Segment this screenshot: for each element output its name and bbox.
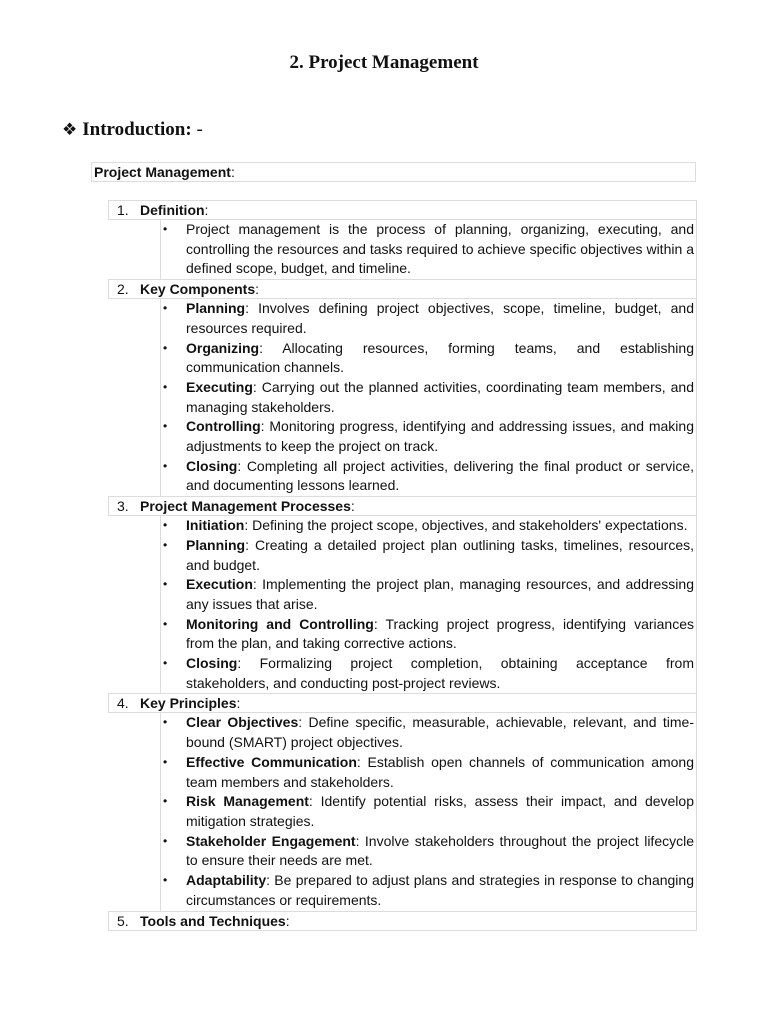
diamond-bullet-icon: ❖ (62, 120, 78, 139)
item-separator: : (373, 615, 378, 632)
item-term: Executing (186, 378, 253, 395)
intro-heading (62, 119, 203, 141)
item-text: Involves defining project objectives, scope, timeline, budget, and resources required. (186, 300, 694, 336)
section-title-suffix: : (350, 498, 355, 515)
bullet-dot-icon: • (163, 616, 168, 631)
bullet-dot-icon: • (163, 656, 168, 671)
item-text: Completing all project activities, delivering the final product or service, and documenting lessons learned. (186, 457, 694, 494)
item-text: Be prepared to adjust plans and strategies in response to changing circumstances or requirements. (186, 872, 694, 908)
item-term: Clear Objectives (186, 714, 299, 731)
bullet-dot-icon: • (163, 419, 168, 434)
item-term: Execution (186, 576, 253, 593)
bullet-dot-icon: • (163, 379, 168, 394)
intro-label: Introduction: (82, 119, 192, 140)
section-number: 5. (117, 912, 129, 929)
bullet-dot-icon: • (163, 340, 168, 355)
bullet-item (161, 792, 696, 831)
pm-heading-label: Project Management (94, 164, 231, 180)
item-term: Planning (186, 300, 246, 317)
page-title: 2. Project Management (289, 52, 479, 73)
bullet-dot-icon: • (163, 518, 168, 533)
section-list (108, 200, 697, 931)
section-heading (108, 693, 697, 713)
item-term: Risk Management (186, 793, 309, 810)
section-title-wrap (140, 912, 290, 931)
intro-dash: - (196, 119, 203, 140)
item-separator: : (245, 300, 250, 317)
bullet-item (161, 457, 696, 496)
item-separator: : (298, 714, 303, 731)
item-term: Monitoring and Controlling (186, 615, 374, 632)
item-separator: : (260, 418, 265, 435)
section-title: Project Management Processes (140, 498, 351, 515)
bullet-item (161, 713, 696, 752)
section-heading (108, 200, 697, 220)
section-heading (108, 911, 697, 931)
bullet-dot-icon: • (163, 537, 168, 552)
item-text: Involve stakeholders throughout the project lifecycle to ensure their needs are met. (186, 832, 695, 869)
item-text: Establish open channels of communication among team members and stakeholders. (186, 753, 694, 790)
bullet-dot-icon: • (163, 301, 168, 316)
item-term: Closing (186, 457, 238, 474)
section-title-wrap (140, 497, 355, 516)
section-number: 4. (117, 695, 129, 712)
item-separator: : (245, 536, 250, 553)
bullet-item (161, 575, 696, 614)
item-term: Organizing (186, 339, 260, 356)
item-separator: : (244, 517, 249, 534)
section-title-suffix: : (204, 202, 209, 218)
section-number: 3. (117, 498, 129, 515)
section-heading (108, 279, 697, 299)
section-number: 1. (117, 202, 129, 218)
item-term: Stakeholder Engagement (186, 832, 356, 849)
section-body (160, 516, 697, 693)
item-text: Carrying out the planned activities, coordinating team members, and managing stakeholders. (186, 378, 694, 415)
bullet-dot-icon: • (163, 833, 168, 848)
section-title: Key Principles (140, 695, 237, 712)
item-text: Formalizing project completion, obtaining acceptance from stakeholders, and conducting post-project reviews. (186, 655, 694, 691)
item-term: Adaptability (186, 872, 267, 889)
bullet-dot-icon: • (163, 873, 168, 888)
item-separator: : (237, 457, 242, 474)
item-text: Define specific, measurable, achievable, relevant, and time-bound (SMART) project objectives. (186, 714, 694, 751)
bullet-item (161, 378, 696, 417)
section-number: 2. (117, 281, 129, 298)
item-separator: : (252, 576, 257, 593)
item-term: Planning (186, 536, 246, 553)
section-body (160, 713, 697, 910)
item-text: Monitoring progress, identifying and addressing issues, and making adjustments to keep the project on track. (186, 418, 694, 455)
item-separator: : (259, 339, 264, 356)
item-text: Tracking project progress, identifying variances from the plan, and taking corrective actions. (186, 615, 694, 652)
section-title-wrap (140, 694, 240, 713)
section-title-wrap (140, 280, 259, 299)
item-separator: : (356, 753, 361, 770)
item-separator: : (266, 872, 271, 889)
section-title-wrap (140, 201, 208, 220)
section-title-suffix: : (236, 695, 241, 712)
item-term: Initiation (186, 517, 245, 534)
item-term: Closing (186, 655, 238, 672)
section-title: Key Components (140, 281, 256, 298)
item-text: Defining the project scope, objectives, and stakeholders' expectations. (248, 517, 688, 534)
section-title: Tools and Techniques (140, 912, 286, 929)
item-text: Implementing the project plan, managing resources, and addressing any issues that arise. (186, 576, 694, 612)
bullet-item (161, 615, 696, 654)
section-body (160, 220, 697, 279)
item-text: Identify potential risks, assess their impact, and develop mitigation strategies. (186, 793, 694, 829)
bullet-item (161, 753, 696, 792)
item-text: Creating a detailed project plan outlining tasks, timelines, resources, and budget. (186, 536, 694, 573)
bullet-item (161, 220, 696, 279)
project-management-heading (91, 162, 696, 182)
item-text: Project management is the process of planning, organizing, executing, and controlling the resources and tasks required to achieve specific objectives within a defined scope, budget, and timeline. (186, 221, 694, 277)
item-term: Controlling (186, 418, 261, 435)
bullet-dot-icon: • (163, 754, 168, 769)
section-body (160, 299, 697, 496)
item-term: Effective Communication (186, 753, 357, 770)
bullet-item (161, 516, 696, 536)
bullet-item (161, 536, 696, 575)
item-separator: : (308, 793, 313, 810)
bullet-item (161, 654, 696, 693)
bullet-item (161, 299, 696, 338)
bullet-dot-icon: • (163, 222, 168, 236)
section-title-suffix: : (285, 912, 290, 929)
section-title-suffix: : (255, 281, 260, 298)
item-separator: : (355, 832, 360, 849)
bullet-dot-icon: • (163, 715, 168, 730)
bullet-dot-icon: • (163, 577, 168, 592)
section-heading (108, 496, 697, 516)
bullet-item (161, 417, 696, 456)
bullet-item (161, 832, 696, 871)
bullet-item (161, 339, 696, 378)
bullet-dot-icon: • (163, 794, 168, 809)
bullet-dot-icon: • (163, 458, 168, 473)
section-title: Definition (140, 202, 205, 218)
item-separator: : (237, 655, 242, 672)
bullet-item (161, 871, 696, 910)
item-text: Allocating resources, forming teams, and establishing communication channels. (186, 339, 694, 376)
pm-heading-suffix: : (230, 164, 235, 180)
item-separator: : (252, 378, 257, 395)
